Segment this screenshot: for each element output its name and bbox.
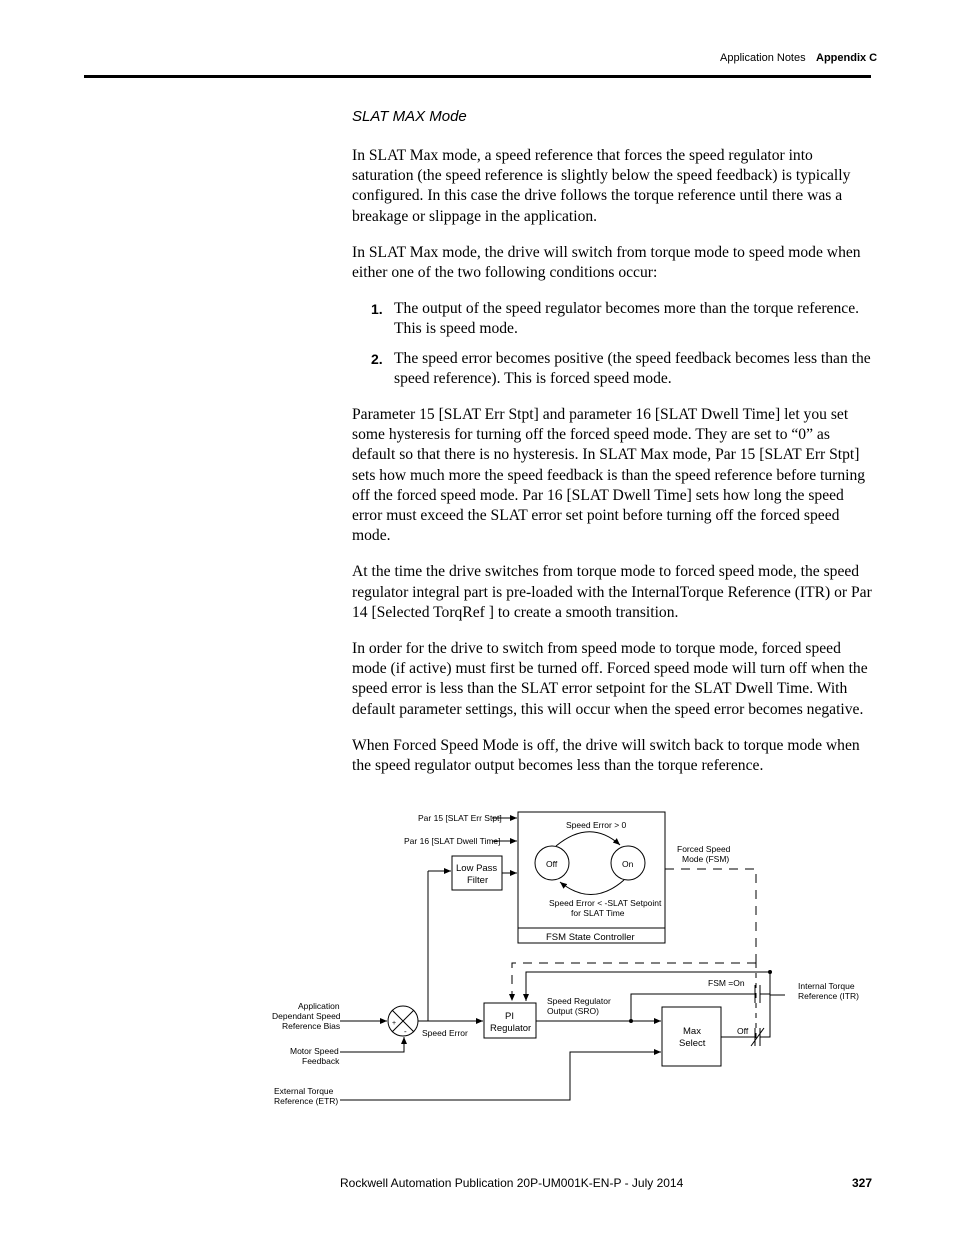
fsm-on-label: FSM =On [708, 978, 745, 988]
junction-plus-sign: + [392, 1020, 397, 1027]
speed-error-label: Speed Error [422, 1028, 468, 1038]
list-text: The output of the speed regulator becomes more than the torque reference. This is speed mode. [394, 300, 860, 338]
list-text: The speed error becomes positive (the speed feedback becomes less than the speed reference). This is forced speed mode. [394, 349, 871, 387]
header-appendix: Appendix C [816, 52, 878, 64]
paragraph-2: In SLAT Max mode, the drive will switch from torque mode to speed mode when either one of the two following conditions occur: [352, 243, 861, 282]
motor-label-1: Motor Speed [290, 1046, 339, 1056]
slat-max-block-diagram [260, 800, 880, 1120]
header-rule [84, 75, 871, 78]
motor-label-2: Feedback [302, 1056, 340, 1066]
state-on-label: On [622, 859, 634, 869]
switch-output-line [760, 994, 770, 1037]
paragraph-1: In SLAT Max mode, a speed reference that forces the speed regulator into saturation (the speed reference is slightly below the speed feedback) is typically configured. In this case the drive follows the torque reference until there was a breakage or slippage in the application. [352, 147, 851, 225]
page-number: 327 [852, 1176, 873, 1190]
lpf-label-2: Filter [467, 875, 489, 886]
state-off-label: Off [546, 859, 558, 869]
motor-feedback-line [340, 1037, 404, 1052]
itr-junction-dot [768, 970, 772, 974]
etr-label-1: External Torque [274, 1086, 334, 1096]
fsm-output-label-1: Forced Speed [677, 844, 731, 854]
footer-publication: Rockwell Automation Publication 20P-UM001K-EN-P - July 2014 [340, 1176, 684, 1190]
header-section: Application Notes [720, 52, 806, 64]
max-label-2: Select [679, 1038, 706, 1049]
app-label-3: Reference Bias [282, 1021, 341, 1031]
pi-label-2: Regulator [490, 1023, 532, 1034]
paragraph-5: In order for the drive to switch from speed mode to torque mode, forced speed mode (if active) must first be turned off. Forced speed mode will turn off when the speed error is less than the SLAT error setpoint for the SLAT Dwell Time. With default parameter settings, this will occur when the speed error becomes negative. [352, 640, 868, 718]
app-label-2: Dependant Speed [272, 1011, 341, 1021]
sro-label-2: Output (SRO) [547, 1006, 599, 1016]
max-label-1: Max [683, 1026, 701, 1037]
condition-list [352, 299, 872, 389]
paragraph-4: At the time the drive switches from torque mode to forced speed mode, the speed regulator integral part is pre-loaded with the InternalTorque Reference (ITR) or Par 14 [Selected TorqRef ] to create a smooth transition. [352, 563, 872, 621]
list-item [352, 299, 872, 339]
transition-arc-bottom [560, 880, 624, 895]
sro-label-1: Speed Regulator [547, 996, 611, 1006]
etr-label-2: Reference (ETR) [274, 1096, 339, 1106]
fsm-output-label-2: Mode (FSM) [682, 854, 730, 864]
itr-label-2: Reference (ITR) [798, 991, 859, 1001]
fsm-dashed-line [665, 869, 756, 963]
junction-minus-sign: - [404, 1027, 407, 1036]
lpf-label-1: Low Pass [456, 863, 498, 874]
list-number: 2. [371, 350, 383, 367]
paragraph-3: Parameter 15 [SLAT Err Stpt] and parameter 16 [SLAT Dwell Time] let you set some hysteresis for turning off the forced speed mode. They are set to “0” as default so that there is no hysteresis. In SLAT Max mode, Par 15 [SLAT Err Stpt] sets how much more the speed feedback is than the speed reference before turning off the forced speed mode. Par 16 [SLAT Dwell Time] sets how long the speed error must exceed the SLAT error set point before turning off the forced speed mode. [352, 406, 866, 545]
par16-label: Par 16 [SLAT Dwell Time] [404, 836, 501, 846]
list-item [352, 349, 872, 389]
app-label-1: Application [298, 1001, 340, 1011]
slat-time-label: for SLAT Time [571, 908, 625, 918]
section-heading: SLAT MAX Mode [352, 108, 467, 125]
itr-label-1: Internal Torque [798, 981, 855, 991]
paragraph-6: When Forced Speed Mode is off, the drive will switch back to torque mode when the speed regulator output becomes less than the torque reference. [352, 736, 860, 775]
slat-condition-label: Speed Error < -SLAT Setpoint [549, 898, 662, 908]
transition-arc-top [556, 832, 620, 846]
pi-label-1: PI [505, 1011, 514, 1022]
speed-error-gt-label: Speed Error > 0 [566, 820, 627, 830]
off-label: Off [737, 1026, 749, 1036]
list-number: 1. [371, 301, 383, 318]
etr-line [340, 1052, 661, 1100]
par15-label: Par 15 [SLAT Err Stpt] [418, 813, 502, 823]
body-text [352, 146, 872, 792]
fsm-controller-label: FSM State Controller [546, 932, 635, 943]
